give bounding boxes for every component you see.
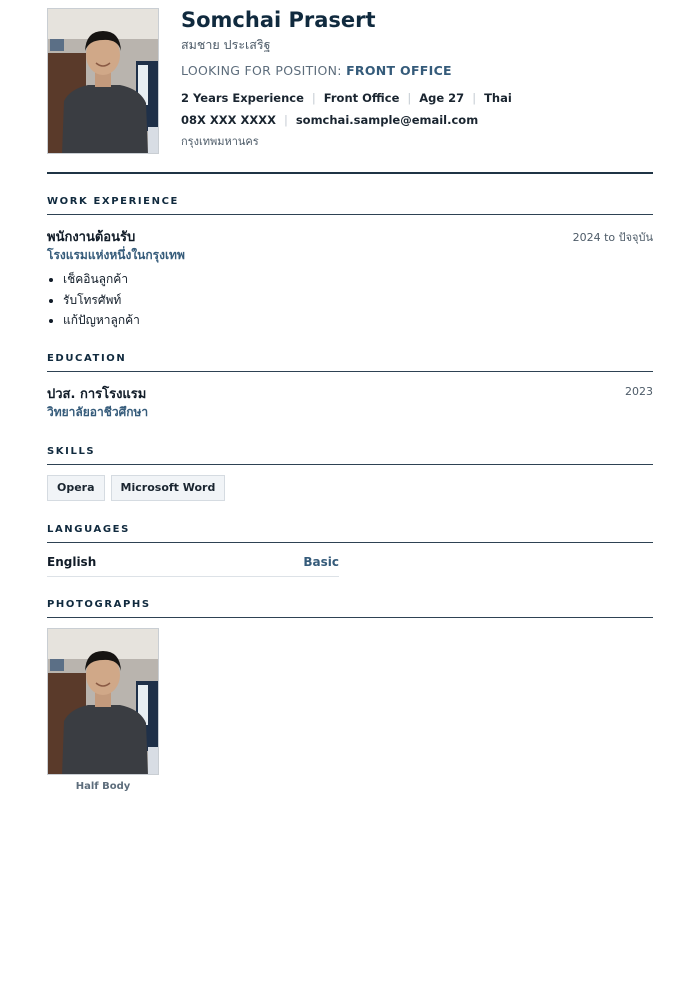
separator: | bbox=[283, 113, 288, 127]
graduation-year: 2023 bbox=[625, 385, 653, 398]
job-header bbox=[47, 226, 653, 246]
school-name: วิทยาลัยอาชีวศึกษา bbox=[47, 405, 149, 419]
section-title: LANGUAGES bbox=[47, 523, 653, 543]
location-text: กรุงเทพมหานคร bbox=[181, 135, 259, 148]
language-level: Basic bbox=[303, 555, 339, 569]
resume-header bbox=[47, 0, 653, 174]
job-date: 2024 to ปัจจุบัน bbox=[572, 231, 653, 244]
separator: | bbox=[407, 91, 412, 105]
contact-row bbox=[181, 113, 653, 128]
skill-tag: Microsoft Word bbox=[111, 475, 226, 501]
section-title: PHOTOGRAPHS bbox=[47, 598, 653, 618]
work-experience-section bbox=[47, 195, 653, 331]
skill-tags bbox=[47, 475, 653, 501]
separator: | bbox=[472, 91, 477, 105]
degree-title: ปวส. การโรงแรม bbox=[47, 387, 147, 402]
photo-caption: Half Body bbox=[75, 781, 131, 792]
meta-row bbox=[181, 91, 653, 106]
resume-page bbox=[47, 0, 653, 792]
phone-number: 08X XXX XXXX bbox=[181, 113, 276, 127]
nationality-text: Thai bbox=[484, 91, 512, 105]
language-name: English bbox=[47, 555, 97, 569]
age-text: Age 27 bbox=[419, 91, 465, 105]
job-title: พนักงานต้อนรับ bbox=[47, 230, 136, 245]
photographs-section bbox=[47, 598, 653, 792]
email-address[interactable]: somchai.sample@email.com bbox=[295, 113, 479, 127]
skills-section bbox=[47, 445, 653, 501]
candidate-name: Somchai Prasert bbox=[181, 8, 376, 32]
list-item: • แก้ปัญหาลูกค้า bbox=[63, 310, 653, 331]
languages-section bbox=[47, 523, 653, 577]
department-text: Front Office bbox=[323, 91, 400, 105]
position-value: FRONT OFFICE bbox=[346, 63, 452, 78]
skill-tag: Opera bbox=[47, 475, 105, 501]
section-title: EDUCATION bbox=[47, 352, 653, 372]
list-item: • รับโทรศัพท์ bbox=[63, 290, 653, 311]
section-title: WORK EXPERIENCE bbox=[47, 195, 653, 215]
education-section bbox=[47, 352, 653, 420]
candidate-name-thai: สมชาย ประเสริฐ bbox=[181, 37, 271, 52]
list-item: • เช็คอินลูกค้า bbox=[63, 269, 653, 290]
position-label: LOOKING FOR POSITION: bbox=[181, 63, 342, 78]
duty-list bbox=[47, 269, 653, 331]
separator: | bbox=[311, 91, 316, 105]
experience-text: 2 Years Experience bbox=[181, 91, 304, 105]
education-header bbox=[47, 383, 653, 403]
profile-photo bbox=[47, 8, 159, 154]
section-title: SKILLS bbox=[47, 445, 653, 465]
position-sought bbox=[181, 63, 653, 79]
half-body-photo[interactable] bbox=[47, 628, 159, 775]
language-row bbox=[47, 550, 339, 577]
employer-name: โรงแรมแห่งหนึ่งในกรุงเทพ bbox=[47, 248, 185, 262]
